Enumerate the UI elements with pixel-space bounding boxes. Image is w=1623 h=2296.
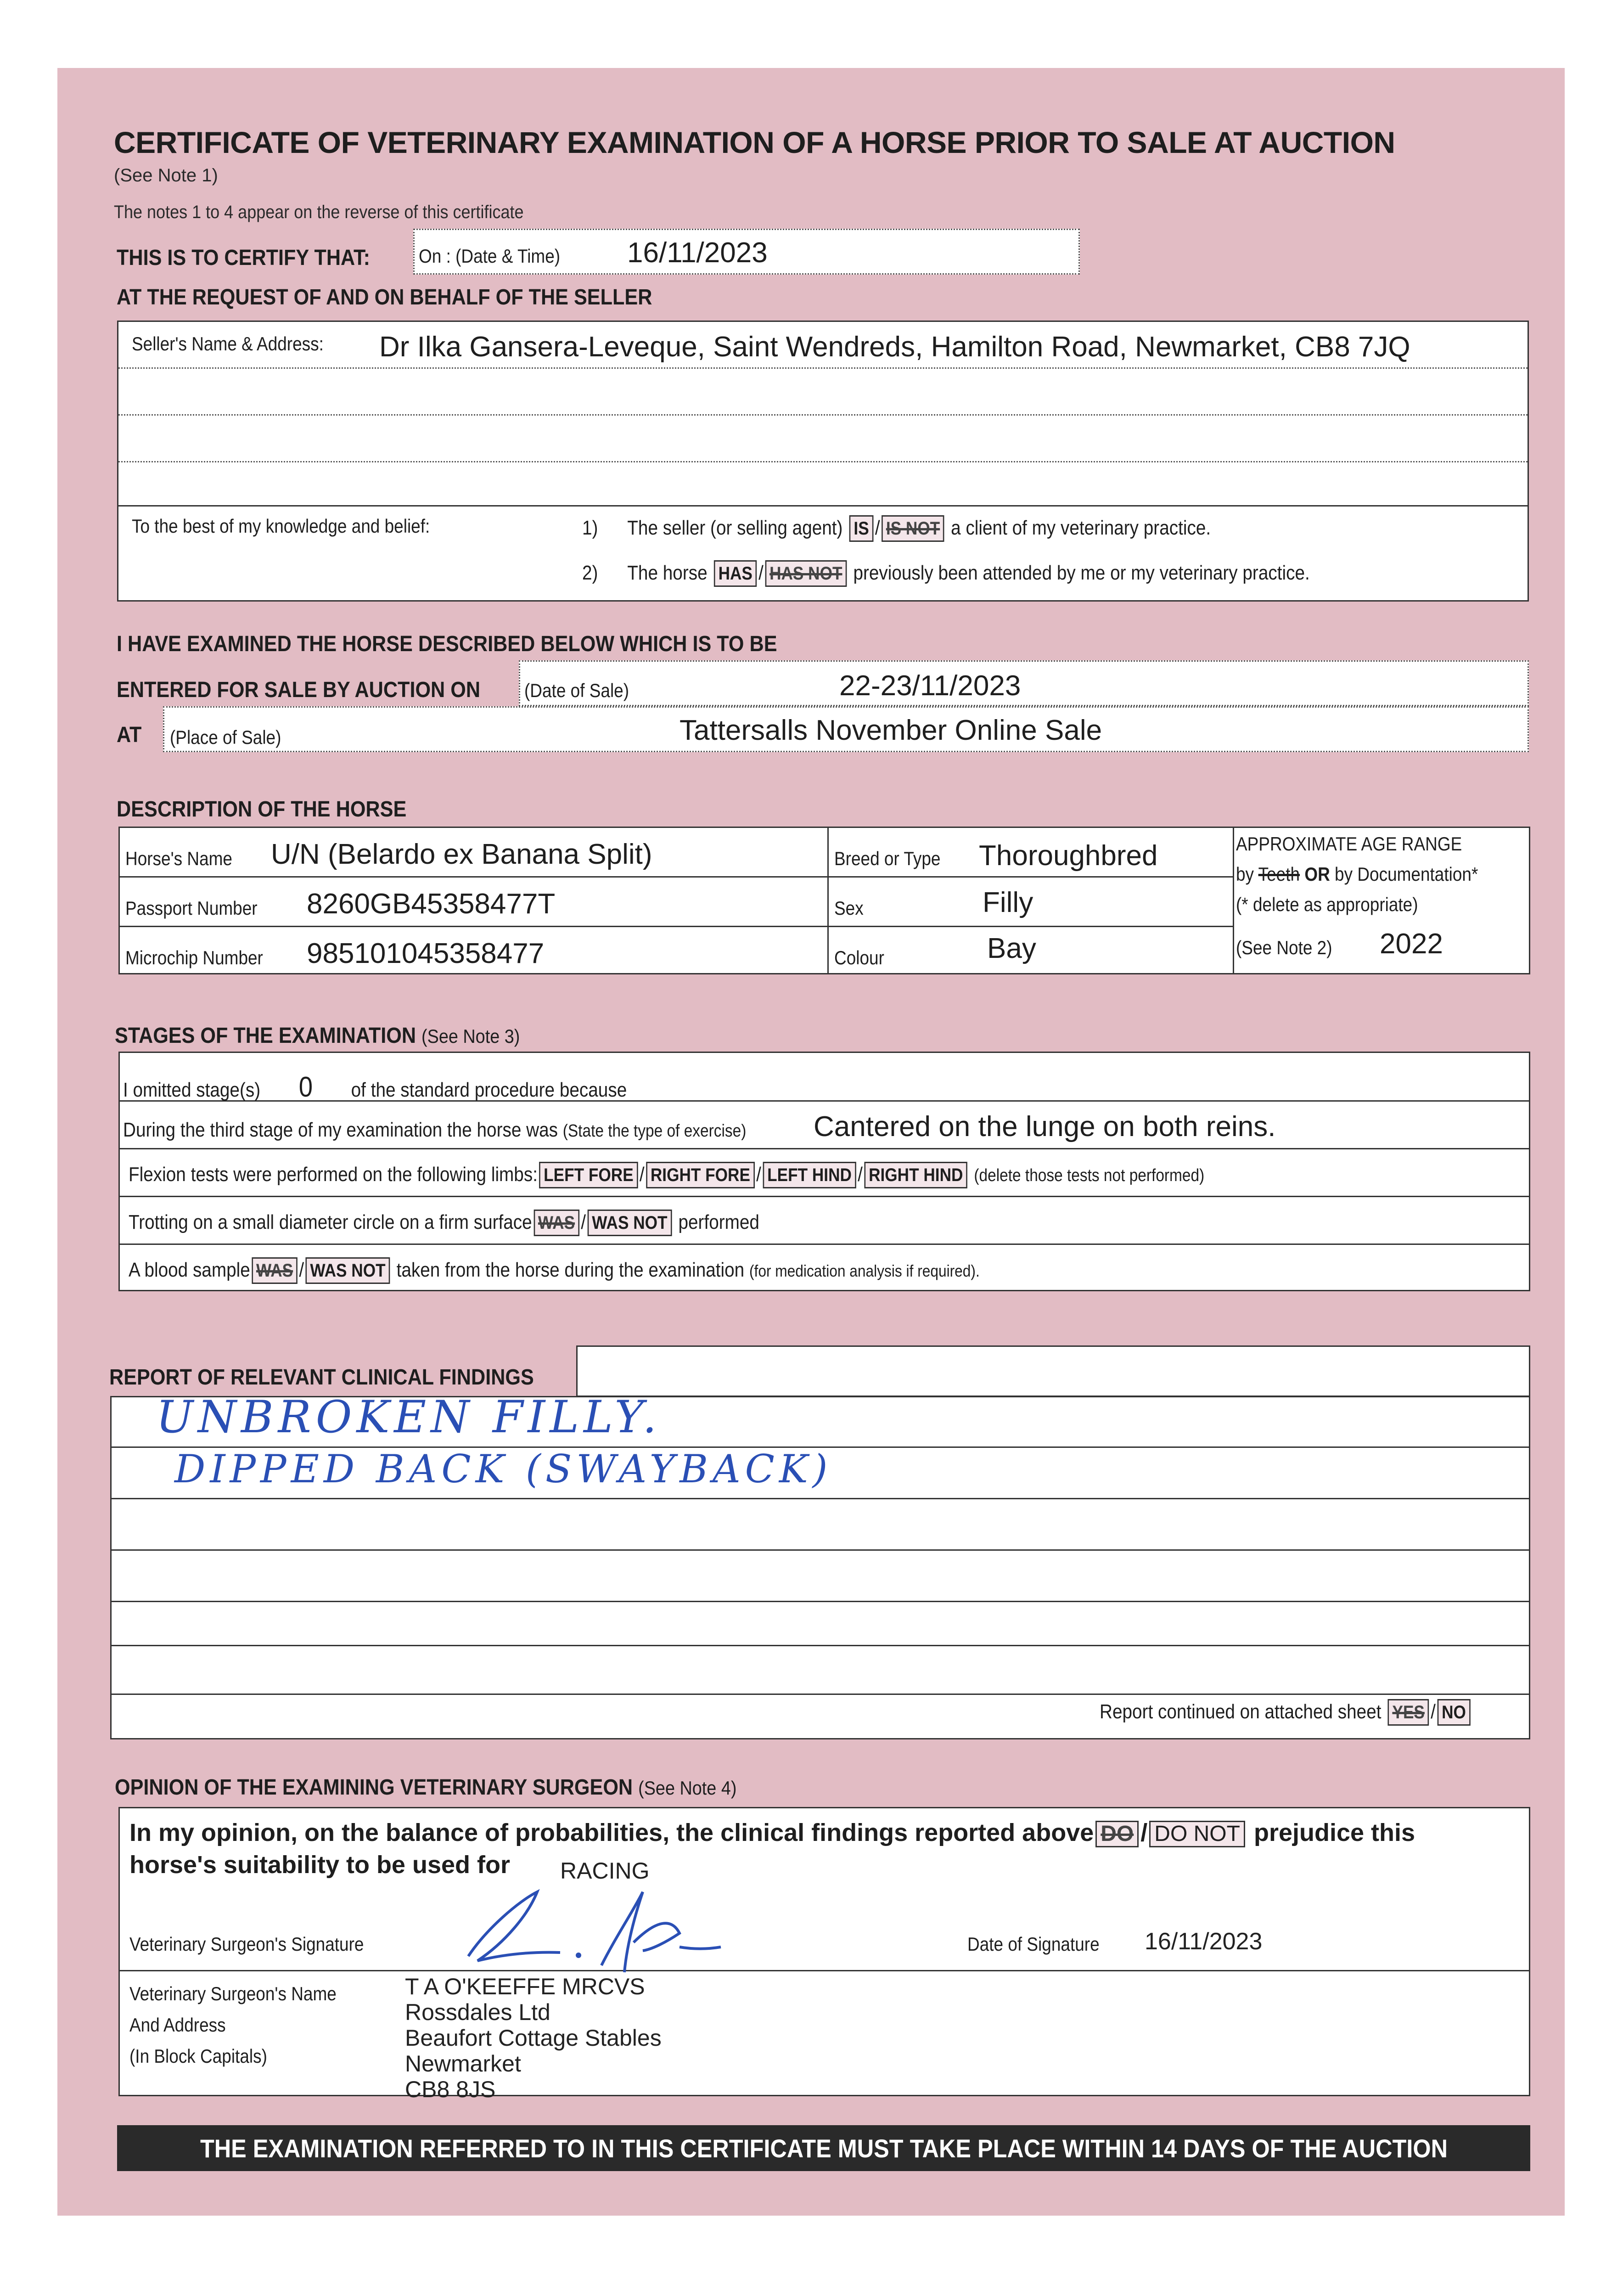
opinion-heading-text: OPINION OF THE EXAMINING VETERINARY SURGEON [115, 1775, 633, 1800]
date-of-sale-value: 22-23/11/2023 [839, 670, 1021, 702]
statement-2 [582, 560, 1310, 587]
statement-2-text: The horse [627, 562, 708, 584]
statement-1-end: a client of my veterinary practice. [951, 517, 1211, 539]
vet-line: CB8 8JS [405, 2077, 496, 2102]
third-stage-label: During the third stage of my examination the horse was [123, 1119, 558, 1141]
description-heading: DESCRIPTION OF THE HORSE [117, 797, 407, 822]
opinion-statement [129, 1818, 1415, 1847]
date-of-sale-field [519, 660, 1529, 706]
opinion-heading [115, 1775, 736, 1800]
sale-line-2: ENTERED FOR SALE BY AUCTION ON [117, 678, 481, 702]
breed-label: Breed or Type [834, 848, 941, 869]
stages-heading-text: STAGES OF THE EXAMINATION [115, 1024, 416, 1048]
suitability-text: horse's suitability to be used for [129, 1851, 510, 1879]
report-continued-label: Report continued on attached sheet [1100, 1700, 1382, 1723]
report-heading-field [576, 1345, 1530, 1397]
omit-row [123, 1071, 627, 1103]
seller-name-value: Dr Ilka Gansera-Leveque, Saint Wendreds, Hamilton Road, Newmarket, CB8 7JQ [379, 331, 1410, 363]
statement-1 [582, 515, 1211, 542]
option-was-struck: WAS [534, 1210, 579, 1236]
flexion-note: (delete those tests not performed) [974, 1166, 1205, 1185]
third-stage-row [123, 1119, 746, 1142]
option-no: NO [1437, 1699, 1470, 1726]
passport-value: 8260GB45358477T [307, 888, 556, 920]
block-capitals-label: (In Block Capitals) [129, 2045, 267, 2067]
option-left-hind: LEFT HIND [763, 1162, 856, 1188]
warning-banner-text: THE EXAMINATION REFERRED TO IN THIS CERTIFICATE MUST TAKE PLACE WITHIN 14 DAYS OF THE AUCTION [200, 2133, 1448, 2163]
age-or-label: OR [1304, 863, 1330, 885]
statement-1-text: The seller (or selling agent) [627, 517, 843, 539]
blood-end: taken from the horse during the examination [396, 1259, 745, 1281]
statement-2-end: previously been attended by me or my veterinary practice. [853, 562, 1310, 584]
option-right-fore: RIGHT FORE [646, 1162, 754, 1188]
vet-line: T A O'KEEFFE MRCVS [405, 1974, 645, 1999]
date-signature-label: Date of Signature [967, 1933, 1100, 1955]
notes-line: The notes 1 to 4 appear on the reverse of this certificate [114, 202, 524, 222]
sex-label: Sex [834, 897, 864, 919]
colour-value: Bay [987, 933, 1036, 964]
vet-line: Rossdales Ltd [405, 1999, 550, 2025]
flexion-row [129, 1162, 1204, 1188]
handwritten-finding-2: DIPPED BACK (SWAYBACK) [174, 1446, 832, 1491]
vet-name-label: Veterinary Surgeon's Name [129, 1983, 337, 2004]
omit-end: of the standard procedure because [351, 1079, 627, 1101]
report-heading: REPORT OF RELEVANT CLINICAL FINDINGS [109, 1365, 534, 1390]
passport-label: Passport Number [125, 897, 258, 919]
option-was-not: WAS NOT [588, 1210, 672, 1236]
date-time-value: 16/11/2023 [627, 237, 768, 269]
knowledge-label: To the best of my knowledge and belief: [132, 515, 430, 537]
date-time-label: On : (Date & Time) [419, 245, 561, 267]
option-do-struck: DO [1095, 1821, 1139, 1847]
option-has: HAS [714, 560, 757, 587]
vet-line: Newmarket [405, 2051, 521, 2077]
stages-heading-note: (See Note 3) [421, 1025, 520, 1047]
option-separator: / [581, 1211, 586, 1233]
trotting-row [129, 1210, 759, 1236]
warning-banner [117, 2125, 1530, 2171]
date-signature-value: 16/11/2023 [1145, 1928, 1263, 1955]
request-line: AT THE REQUEST OF AND ON BEHALF OF THE SELLER [117, 285, 652, 310]
statement-2-number: 2) [582, 562, 598, 584]
trotting-end: performed [678, 1211, 759, 1233]
age-by-label: by [1236, 863, 1254, 885]
third-stage-value: Cantered on the lunge on both reins. [814, 1111, 1276, 1142]
certify-label: THIS IS TO CERTIFY THAT: [117, 246, 371, 270]
breed-value: Thoroughbred [979, 840, 1158, 872]
place-of-sale-value: Tattersalls November Online Sale [680, 715, 1102, 746]
microchip-value: 985101045358477 [307, 938, 545, 969]
option-separator: / [858, 1163, 863, 1186]
sex-value: Filly [983, 887, 1033, 918]
report-continued-row [1100, 1699, 1472, 1726]
option-separator: / [639, 1163, 645, 1186]
certificate-title: CERTIFICATE OF VETERINARY EXAMINATION OF A HORSE PRIOR TO SALE AT AUCTION [114, 125, 1395, 159]
age-method [1236, 863, 1478, 885]
vet-address-label: And Address [129, 2014, 226, 2036]
option-do-not: DO NOT [1149, 1821, 1245, 1847]
handwritten-finding-1: UNBROKEN FILLY. [156, 1391, 662, 1443]
sale-line-1: I HAVE EXAMINED THE HORSE DESCRIBED BELOW WHICH IS TO BE [117, 632, 777, 656]
at-label: AT [117, 723, 142, 747]
statement-1-number: 1) [582, 517, 598, 539]
blood-label: A blood sample [129, 1259, 250, 1281]
opinion-text: In my opinion, on the balance of probabilities, the clinical findings reported above [129, 1819, 1094, 1846]
age-delete-note: (* delete as appropriate) [1236, 894, 1418, 915]
signature-label: Veterinary Surgeon's Signature [129, 1933, 364, 1955]
option-separator: / [1140, 1819, 1148, 1846]
option-left-fore: LEFT FORE [539, 1162, 638, 1188]
option-is: IS [849, 515, 874, 542]
microchip-label: Microchip Number [125, 947, 263, 968]
third-stage-note: (State the type of exercise) [562, 1121, 747, 1141]
blood-note: (for medication analysis if required). [749, 1261, 980, 1280]
option-is-not-struck: IS NOT [882, 515, 944, 542]
see-note-1: (See Note 1) [114, 165, 218, 186]
date-of-sale-label: (Date of Sale) [524, 680, 629, 701]
option-separator: / [875, 517, 880, 539]
age-see-note: (See Note 2) [1236, 937, 1332, 958]
age-value: 2022 [1380, 928, 1443, 960]
option-separator: / [299, 1259, 304, 1281]
opinion-heading-note: (See Note 4) [638, 1777, 737, 1799]
option-separator: / [1431, 1700, 1436, 1723]
suitability-value: RACING [560, 1858, 650, 1884]
option-was-not: WAS NOT [306, 1257, 390, 1284]
blood-row [129, 1257, 980, 1284]
stages-heading [115, 1023, 520, 1048]
age-documentation-label: by Documentation* [1335, 863, 1478, 885]
horse-name-label: Horse's Name [125, 848, 232, 869]
flexion-label: Flexion tests were performed on the following limbs: [129, 1163, 538, 1186]
vet-details [405, 1974, 662, 2102]
opinion-text-end: prejudice this [1253, 1819, 1415, 1846]
option-was-struck: WAS [252, 1257, 298, 1284]
vet-signature [450, 1874, 735, 1979]
omit-label: I omitted stage(s) [123, 1079, 261, 1101]
option-yes-struck: YES [1388, 1699, 1429, 1726]
colour-label: Colour [834, 947, 884, 968]
age-range-title: APPROXIMATE AGE RANGE [1236, 833, 1462, 855]
age-teeth-struck: Teeth [1258, 863, 1300, 885]
vet-line: Beaufort Cottage Stables [405, 2025, 662, 2051]
place-of-sale-label: (Place of Sale) [170, 726, 281, 748]
option-separator: / [758, 562, 764, 584]
horse-name-value: U/N (Belardo ex Banana Split) [271, 838, 652, 870]
omit-value: 0 [298, 1071, 313, 1103]
seller-name-label: Seller's Name & Address: [132, 333, 324, 355]
trotting-label: Trotting on a small diameter circle on a firm surface [129, 1211, 532, 1233]
option-has-not-struck: HAS NOT [765, 560, 847, 587]
option-separator: / [756, 1163, 761, 1186]
option-right-hind: RIGHT HIND [864, 1162, 967, 1188]
